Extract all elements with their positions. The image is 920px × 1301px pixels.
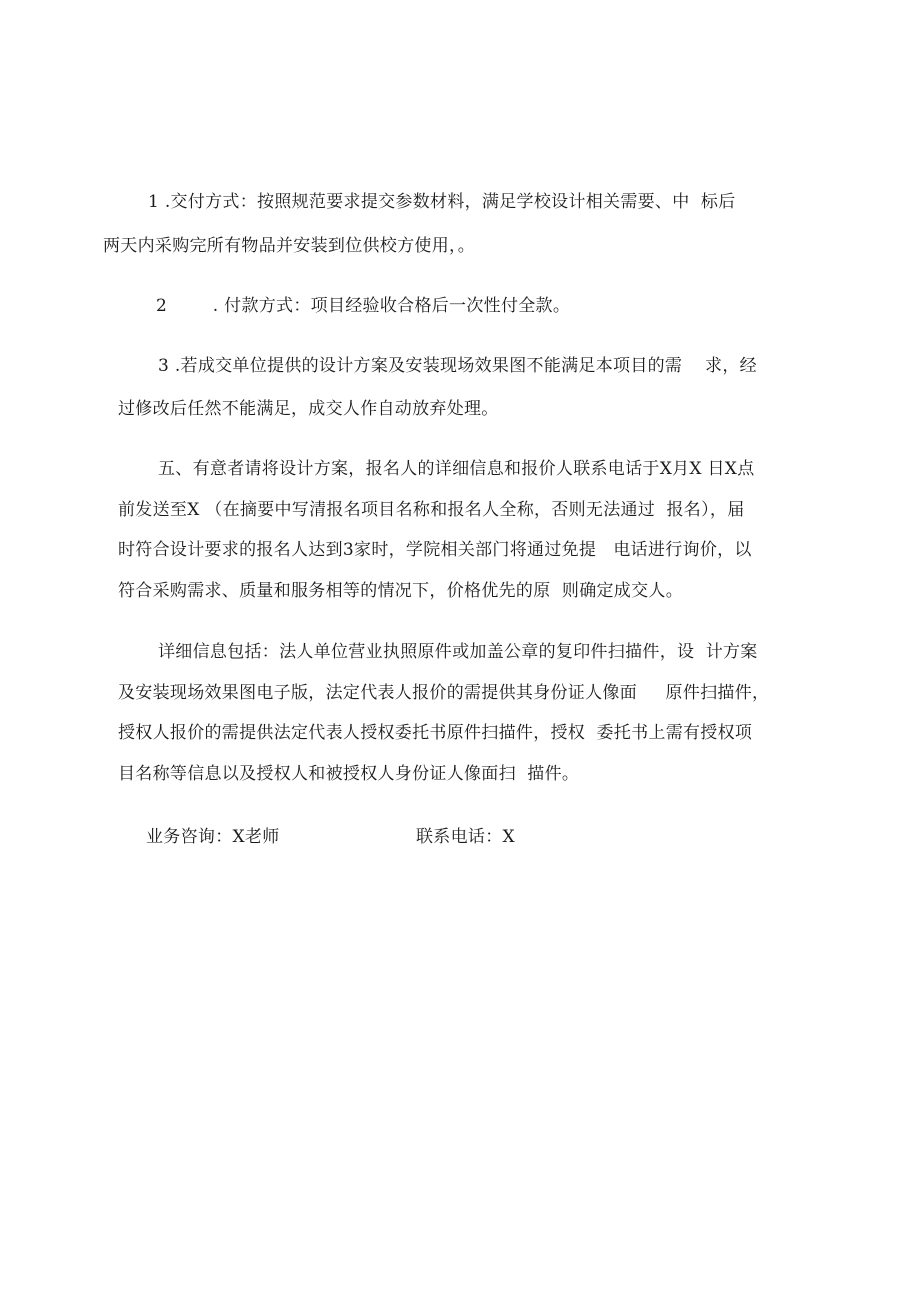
- paragraph-4-line-2: 前发送至X （在摘要中写清报名项目名称和报名人全称，否则无法通过 报名），届: [118, 500, 745, 520]
- paragraph-5-line-2: 及安装现场效果图电子版，法定代表人报价的需提供其身份证人像面 原件扫描件，: [118, 683, 770, 703]
- contact-consult: 业务咨询：X老师: [146, 827, 280, 847]
- paragraph-1-line-1: 1 .交付方式：按照规范要求提交参数材料，满足学校设计相关需要、中 标后: [148, 192, 736, 212]
- paragraph-1-line-2: 两天内采购完所有物品并安装到位供校方使用，。: [103, 236, 476, 256]
- paragraph-4-line-4: 符合采购需求、质量和服务相等的情况下，价格优先的原 则确定成交人。: [118, 581, 684, 601]
- contact-phone: 联系电话：X: [416, 827, 515, 847]
- paragraph-4-line-1: 五、有意者请将设计方案，报名人的详细信息和报价人联系电话于X月X 日X点: [158, 459, 755, 479]
- paragraph-3-line-1: 3 .若成交单位提供的设计方案及安装现场效果图不能满足本项目的需 求，经: [158, 356, 757, 376]
- paragraph-5-line-4: 目名称等信息以及授权人和被授权人身份证人像面扫 描件。: [118, 764, 580, 784]
- paragraph-5-line-3: 授权人报价的需提供法定代表人授权委托书原件扫描件，授权 委托书上需有授权项: [118, 723, 753, 743]
- paragraph-5-line-1: 详细信息包括：法人单位营业执照原件或加盖公章的复印件扫描件，设 计方案: [158, 642, 758, 662]
- paragraph-4-line-3: 时符合设计要求的报名人达到3家时，学院相关部门将通过免提 电话进行询价，以: [118, 540, 752, 560]
- paragraph-3-line-2: 过修改后任然不能满足，成交人作自动放弃处理。: [118, 399, 499, 419]
- paragraph-2-line-1: 2 . 付款方式：项目经验收合格后一次性付全款。: [156, 296, 571, 316]
